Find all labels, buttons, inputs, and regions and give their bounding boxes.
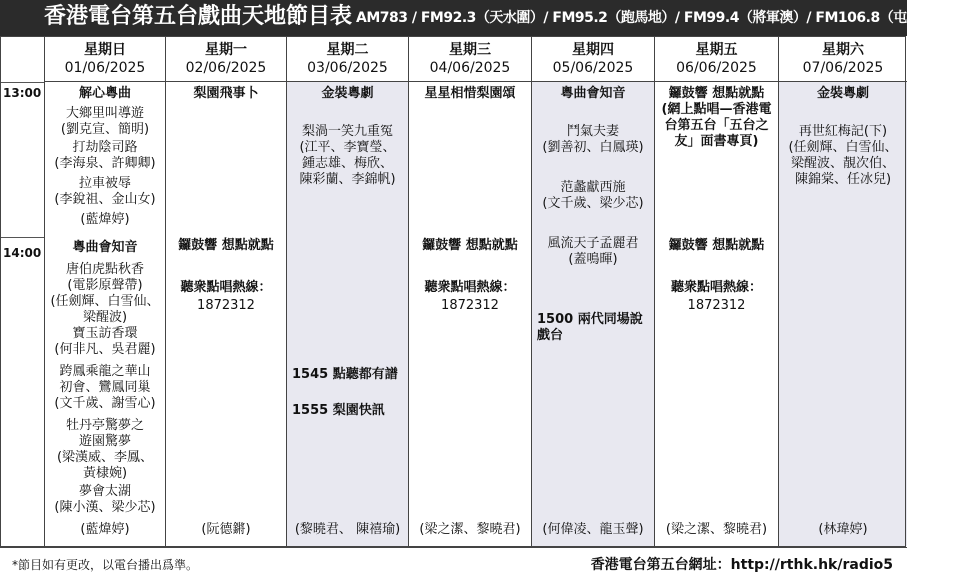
day-date: 02/06/2025	[185, 60, 267, 76]
frequency-list: AM783 / FM92.3（天水圍）/ FM95.2（跑馬地）/ FM99.4（將軍澳）/ FM106.8（屯門、元朗）	[356, 10, 974, 26]
program-detail: 寶玉訪香環	[72, 326, 138, 341]
day-column-3	[408, 36, 531, 546]
program-detail: 梁醒波、靚次伯、	[790, 156, 895, 171]
program-title: 聽衆點唱熱線：	[180, 280, 272, 295]
program-detail: (劉善初、白鳳瑛)	[542, 140, 644, 155]
program-detail: 梁醒波)	[82, 310, 128, 325]
day-date: 05/06/2025	[552, 60, 634, 76]
program-detail: (電影原聲帶)	[67, 278, 143, 293]
program-title: 粵曲會知音	[72, 240, 138, 255]
day-header	[779, 36, 907, 82]
program-title: 台第五台「五台之	[664, 118, 769, 133]
program-detail: (文千歲、梁少芯)	[542, 196, 644, 211]
day-date: 06/06/2025	[676, 60, 757, 76]
program-title: 粵曲會知音	[560, 86, 626, 101]
program-detail: 1872312	[197, 298, 255, 313]
host-name: (阮德鏘)	[201, 522, 251, 537]
program-title: (網上點唱—香港電	[661, 102, 772, 117]
program-title: 星星相惜梨園頌	[424, 86, 516, 101]
program-title: 金裝粵劇	[321, 86, 374, 101]
day-name: 星期日	[84, 42, 126, 58]
time-label-1300: 13:00	[3, 86, 42, 100]
day-header	[655, 36, 778, 82]
program-title: 友」面書專頁)	[674, 134, 759, 149]
program-detail: 1872312	[687, 298, 746, 313]
footer-note: *節目如有更改，以電台播出爲準。	[12, 558, 199, 572]
program-detail: 唐伯虎點秋香	[65, 262, 144, 277]
host-name: (藍煒婷)	[80, 522, 130, 537]
program-detail: (江平、李寶瑩、	[299, 140, 396, 155]
program-detail: 黃棣婉)	[82, 466, 128, 481]
program-title: 戲台	[537, 328, 564, 343]
program-detail: (梁漢威、李鳳、	[56, 450, 154, 465]
host-name: (何偉凌、龍玉聲)	[542, 522, 644, 537]
day-name: 星期二	[326, 42, 369, 58]
website-link[interactable]: 香港電台第五台網址：http://rthk.hk/radio5	[590, 557, 893, 573]
program-detail: 鍾志雄、梅欣、	[301, 156, 393, 171]
day-column-0	[44, 36, 165, 546]
program-title: 聽衆點唱熱線：	[670, 280, 762, 295]
program-detail: (劉克宣、簡明)	[60, 122, 150, 137]
program-detail: (任劍輝、白雪仙、	[50, 294, 160, 309]
program-title: 金裝粵劇	[816, 86, 869, 101]
program-detail: 梨渦一笑九重冤	[301, 124, 393, 139]
program-title: 鑼鼓響 想點就點	[422, 238, 518, 253]
program-detail: (何非凡、吳君麗)	[54, 342, 156, 357]
schedule-footer	[0, 547, 907, 583]
program-title: 1545 點聽都有譜	[292, 367, 398, 382]
day-name: 星期一	[205, 42, 247, 58]
day-header	[409, 36, 531, 82]
day-header	[287, 36, 408, 82]
day-date: 07/06/2025	[802, 60, 884, 76]
day-name: 星期五	[695, 42, 738, 58]
program-detail: 跨鳳乘龍之華山	[59, 364, 151, 379]
program-detail: 初會、鸞鳳同巢	[59, 380, 151, 395]
day-column-4	[531, 36, 654, 546]
day-header	[45, 36, 165, 82]
day-column-6	[778, 36, 907, 546]
program-detail: (蓋鳴暉)	[568, 252, 618, 267]
day-name: 星期四	[572, 42, 614, 58]
host-name: (黎曉君、 陳禧瑜)	[294, 522, 401, 537]
schedule-grid	[0, 36, 907, 546]
host-name: (梁之潔、黎曉君)	[419, 522, 521, 537]
program-title: 鑼鼓響 想點就點	[178, 238, 274, 253]
program-detail: 陳彩蘭、李錦帆)	[299, 172, 396, 187]
program-detail: (藍煒婷)	[80, 212, 130, 227]
day-column-1	[165, 36, 286, 546]
program-detail: 夢會太湖	[78, 484, 131, 499]
program-detail: 風流天子孟麗君	[547, 236, 639, 251]
program-detail: 大鄉里叫導遊	[65, 106, 144, 121]
program-detail: (文千歲、謝雪心)	[54, 396, 156, 411]
day-header	[166, 36, 286, 82]
program-title: 鑼鼓響 想點就點	[668, 86, 765, 101]
program-title: 鑼鼓響 想點就點	[668, 238, 765, 253]
day-column-5	[654, 36, 778, 546]
program-detail: (李海泉、許卿卿)	[54, 156, 156, 171]
host-name: (梁之潔、黎曉君)	[665, 522, 768, 537]
program-detail: (李銳祖、金山女)	[54, 192, 156, 207]
day-name: 星期六	[822, 42, 864, 58]
program-detail: 打劫陰司路	[72, 140, 138, 155]
day-column-2	[286, 36, 408, 546]
program-detail: 鬥氣夫妻	[566, 124, 619, 139]
program-detail: 再世紅梅記(下)	[798, 124, 888, 139]
day-name: 星期三	[449, 42, 491, 58]
program-detail: 遊園驚夢	[78, 434, 131, 449]
program-detail: (陳小漢、梁少芯)	[54, 500, 156, 515]
day-date: 04/06/2025	[429, 60, 511, 76]
program-detail: 范蠡獻西施	[560, 180, 626, 195]
host-name: (林瑋婷)	[818, 522, 868, 537]
schedule-title: 香港電台第五台戲曲天地節目表	[44, 4, 353, 29]
program-title: 1500 兩代同場說	[537, 312, 643, 327]
time-label-1400: 14:00	[3, 246, 42, 260]
program-title: 1555 梨園快訊	[292, 403, 385, 418]
program-title: 解心粵曲	[78, 86, 131, 101]
program-detail: 陳錦棠、任冰兒)	[794, 172, 892, 187]
time-column	[0, 36, 44, 546]
program-title: 聽衆點唱熱線：	[424, 280, 516, 295]
program-detail: 牡丹亭驚夢之	[65, 418, 144, 433]
schedule-header	[0, 0, 974, 36]
program-title: 梨園飛事卜	[193, 86, 259, 101]
day-date: 03/06/2025	[307, 60, 388, 76]
program-detail: 1872312	[441, 298, 499, 313]
day-header	[532, 36, 654, 82]
day-date: 01/06/2025	[64, 60, 146, 76]
program-detail: 拉車被辱	[78, 176, 131, 191]
program-detail: (任劍輝、白雪仙、	[788, 140, 898, 155]
